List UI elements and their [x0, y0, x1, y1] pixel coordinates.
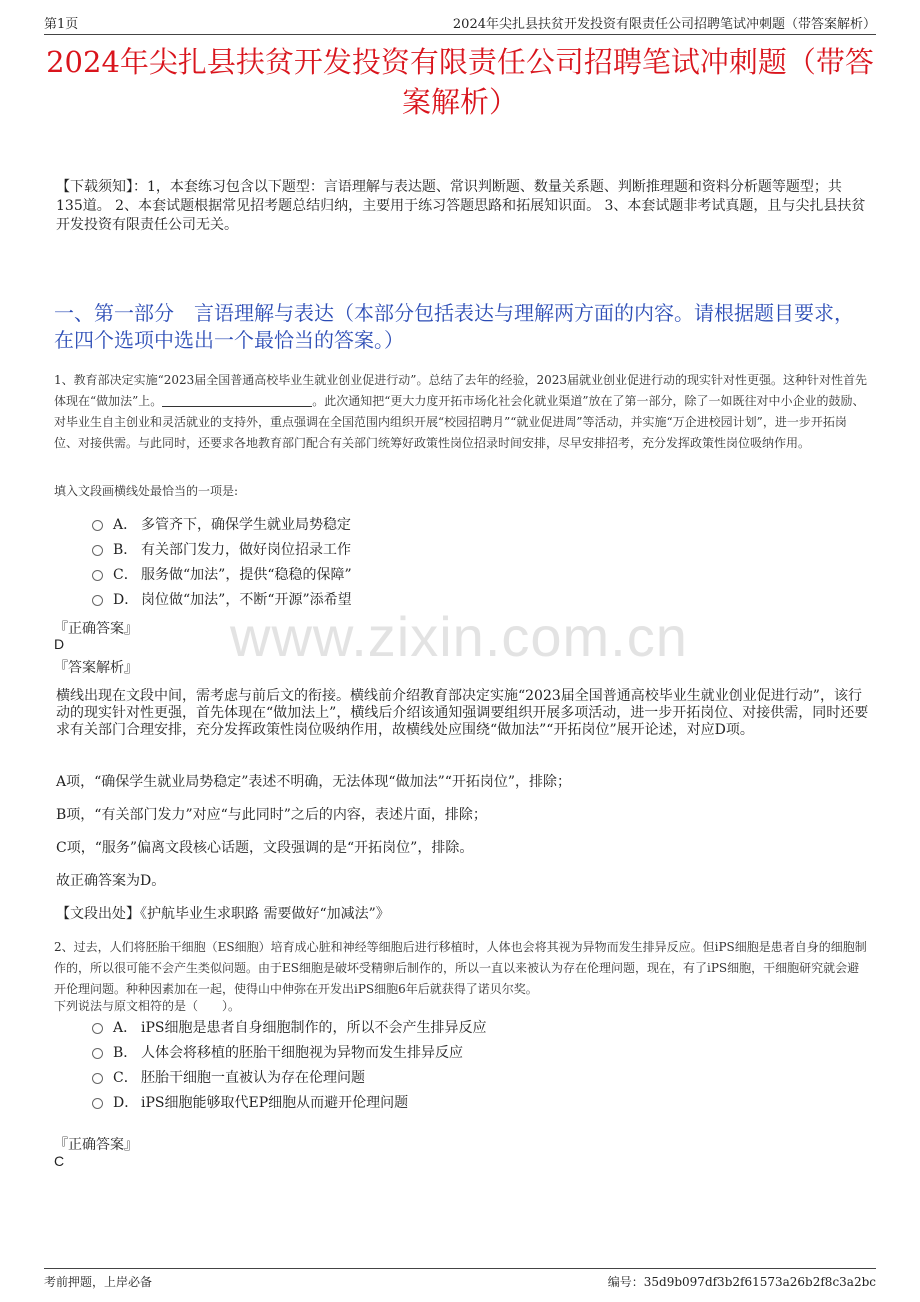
- radio-icon[interactable]: [92, 1098, 103, 1109]
- radio-icon[interactable]: [92, 1048, 103, 1059]
- document-id: 编号：35d9b097df3b2f61573a26b2f8c3a2bc: [607, 1275, 876, 1289]
- answer-label: 『正确答案』: [54, 1137, 138, 1153]
- radio-icon[interactable]: [92, 570, 103, 581]
- radio-icon[interactable]: [92, 1023, 103, 1034]
- option-text: 岗位做“加法”，不断“开源”添希望: [141, 591, 352, 608]
- question-2-options: [92, 1014, 487, 1114]
- question-2-text: 2、过去，人们将胚胎干细胞（ES细胞）培育成心脏和神经等细胞后进行移植时，人体也会将其视为异物而发生排异反应。但iPS细胞是患者自身的细胞制作的，所以很可能不会产生类似问题。由于ES细胞是破坏受精卵后制作的，所以一直以来被认为存在伦理问题，现在，有了iPS细胞，干细胞研究就会避开伦理问题。种种因素加在一起，使得山中伸弥在开发出iPS细胞6年后就获得了诺贝尔奖。: [54, 940, 867, 996]
- footer-slogan: 考前押题，上岸必备: [44, 1275, 153, 1289]
- option-a[interactable]: [92, 511, 352, 536]
- section-heading: 一、第一部分 言语理解与表达（本部分包括表达与理解两方面的内容。请根据题目要求，在四个选项中选出一个最恰当的答案。）: [54, 301, 854, 352]
- watermark: www.zixin.com.cn: [230, 605, 688, 668]
- option-key: B．: [113, 541, 138, 558]
- page-number: 第1页: [44, 17, 79, 32]
- source-citation: 【文段出处】《护航毕业生求职路 需要做好“加减法”》: [56, 906, 390, 922]
- analysis-paragraph: B项，“有关部门发力”对应“与此同时”之后的内容，表述片面，排除；: [56, 807, 487, 823]
- option-c[interactable]: [92, 1064, 487, 1089]
- option-text: iPS细胞能够取代EP细胞从而避开伦理问题: [141, 1094, 409, 1111]
- analysis-paragraph: 横线出现在文段中间，需考虑与前后文的衔接。横线前介绍教育部决定实施“2023届全国普通高校毕业生就业创业促进行动”，该行动的现实针对性更强，首先体现在“做加法上”，横线后介绍该通知强调要组织开展多项活动，进一步开拓岗位、对接供需，同时还要求有关部门合理安排，充分发挥政策性岗位吸纳作用，故横线处应围绕“做加法”“开拓岗位”展开论述，对应D项。: [56, 688, 869, 738]
- radio-icon[interactable]: [92, 520, 103, 531]
- answer-label: 『正确答案』: [54, 621, 138, 637]
- option-key: D．: [113, 591, 139, 608]
- option-key: C．: [113, 566, 138, 583]
- radio-icon[interactable]: [92, 545, 103, 556]
- question-1-options: [92, 511, 352, 611]
- option-a[interactable]: [92, 1014, 487, 1039]
- option-d[interactable]: [92, 1089, 487, 1114]
- answer-value: D: [54, 636, 65, 652]
- option-b[interactable]: [92, 1039, 487, 1064]
- download-notice: 【下载须知】：1，本套练习包含以下题型：言语理解与表达题、常识判断题、数量关系题、判断推理题和资料分析题等题型；共135道。 2、本套试题根据常见招考题总结归纳，主要用于练习答题思路和拓展知识面。 3、本套试题非考试真题，且与尖扎县扶贫开发投资有限责任公司无关。: [56, 179, 866, 233]
- option-key: A．: [113, 1019, 138, 1036]
- option-key: B．: [113, 1044, 138, 1061]
- question-1-text: [54, 370, 870, 454]
- analysis-label: 『答案解析』: [54, 660, 138, 676]
- document-title: 2024年尖扎县扶贫开发投资有限责任公司招聘笔试冲刺题（带答案解析）: [46, 45, 874, 119]
- page-footer: [44, 1268, 876, 1290]
- option-key: D．: [113, 1094, 139, 1111]
- fill-blank: [162, 394, 312, 407]
- option-c[interactable]: [92, 561, 352, 586]
- option-text: 有关部门发力，做好岗位招录工作: [141, 541, 351, 558]
- radio-icon[interactable]: [92, 595, 103, 606]
- option-text: 多管齐下，确保学生就业局势稳定: [141, 516, 351, 533]
- option-text: 人体会将移植的胚胎干细胞视为异物而发生排异反应: [141, 1044, 463, 1061]
- analysis-paragraph: A项，“确保学生就业局势稳定”表述不明确，无法体现“做加法”“开拓岗位”，排除；: [56, 774, 572, 790]
- option-b[interactable]: [92, 536, 352, 561]
- question-1-prompt: 填入文段画横线处最恰当的一项是:: [54, 484, 239, 498]
- analysis-paragraph: C项，“服务”偏离文段核心话题，文段强调的是“开拓岗位”，排除。: [56, 840, 474, 856]
- radio-icon[interactable]: [92, 1073, 103, 1084]
- question-1-text-before: 1、教育部决定实施“2023届全国普通高校毕业生就业创业促进行动”。总结了去年的经验，2023届就业创业促进行动的现实针对性更强。这种针对性首先体现在“做加法”上。: [54, 373, 867, 408]
- question-1-text-after: 。此次通知把“更大力度开拓市场化社会化就业渠道”放在了第一部分，除了一如既往对中小企业的鼓励、对毕业生自主创业和灵活就业的支持外，重点强调在全国范围内组织开展“校园招聘月”“就业促进周”等活动，并实施“万企进校园计划”，进一步开拓岗位、对接供需。与此同时，还要求各地教育部门配合有关部门统筹好政策性岗位招录时间安排，尽早安排招考，充分发挥政策性岗位吸纳作用。: [54, 394, 865, 450]
- question-2-prompt: 下列说法与原文相符的是（ ）。: [54, 999, 241, 1013]
- answer-value: C: [54, 1153, 65, 1169]
- page-header: [44, 10, 876, 35]
- option-key: A．: [113, 516, 138, 533]
- option-text: 服务做“加法”，提供“稳稳的保障”: [141, 566, 352, 583]
- option-key: C．: [113, 1069, 138, 1086]
- analysis-paragraph: 故正确答案为D。: [56, 873, 166, 889]
- option-text: 胚胎干细胞一直被认为存在伦理问题: [141, 1069, 365, 1086]
- option-text: iPS细胞是患者自身细胞制作的，所以不会产生排异反应: [141, 1019, 487, 1036]
- running-title: 2024年尖扎县扶贫开发投资有限责任公司招聘笔试冲刺题（带答案解析）: [452, 17, 876, 32]
